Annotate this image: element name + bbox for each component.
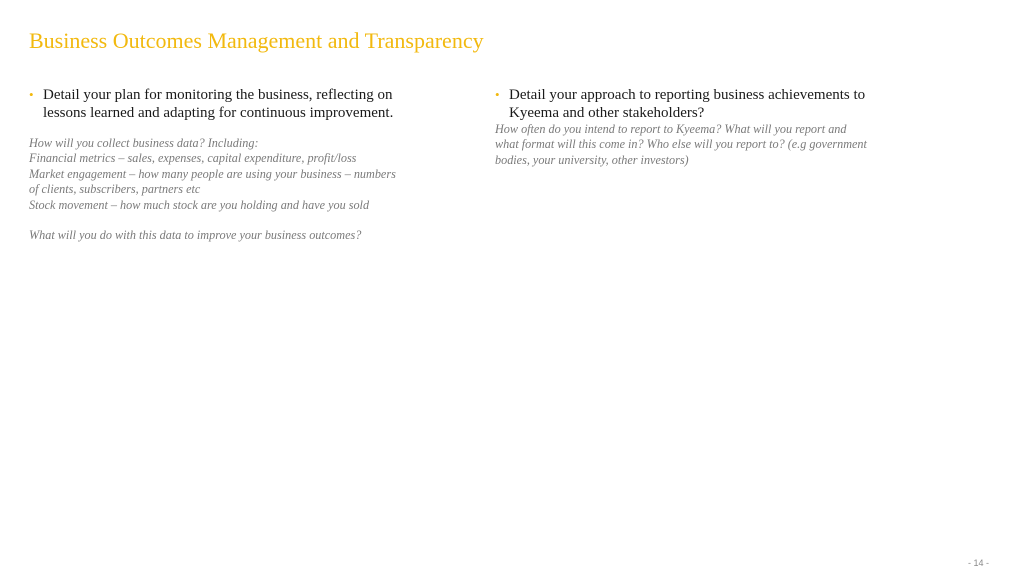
left-note-line: Market engagement – how many people are using your business – numbers — [29, 166, 396, 181]
left-bullet-line-1: Detail your plan for monitoring the business, reflecting on — [43, 87, 393, 103]
left-note-closing: What will you do with this data to improve your business outcomes? — [29, 228, 362, 243]
right-bullet-line-2: Kyeema and other stakeholders? — [509, 105, 705, 121]
right-note-line: what format will this come in? Who else will you report to? (e.g government — [495, 137, 867, 152]
bullet-icon: • — [29, 87, 34, 102]
slide-title: Business Outcomes Management and Transparency — [29, 28, 484, 53]
right-notes — [495, 122, 945, 168]
right-note-line: bodies, your university, other investors) — [495, 152, 689, 167]
left-notes — [29, 136, 479, 244]
right-bullet — [495, 86, 945, 122]
right-bullet-line-1: Detail your approach to reporting business achievements to — [509, 87, 866, 103]
left-bullet — [29, 86, 479, 122]
left-note-line: Financial metrics – sales, expenses, capital expenditure, profit/loss — [29, 151, 357, 166]
right-column — [495, 86, 945, 168]
left-note-line: Stock movement – how much stock are you holding and have you sold — [29, 197, 370, 212]
left-note-line: How will you collect business data? Including: — [29, 136, 259, 150]
bullet-icon: • — [495, 87, 500, 102]
note-spacer — [29, 213, 479, 228]
page-number: - 14 - — [967, 558, 989, 568]
left-column — [29, 86, 479, 244]
left-bullet-line-2: lessons learned and adapting for continuous improvement. — [43, 105, 394, 121]
left-note-line: of clients, subscribers, partners etc — [29, 182, 201, 197]
right-note-line: How often do you intend to report to Kyeema? What will you report and — [495, 122, 847, 136]
